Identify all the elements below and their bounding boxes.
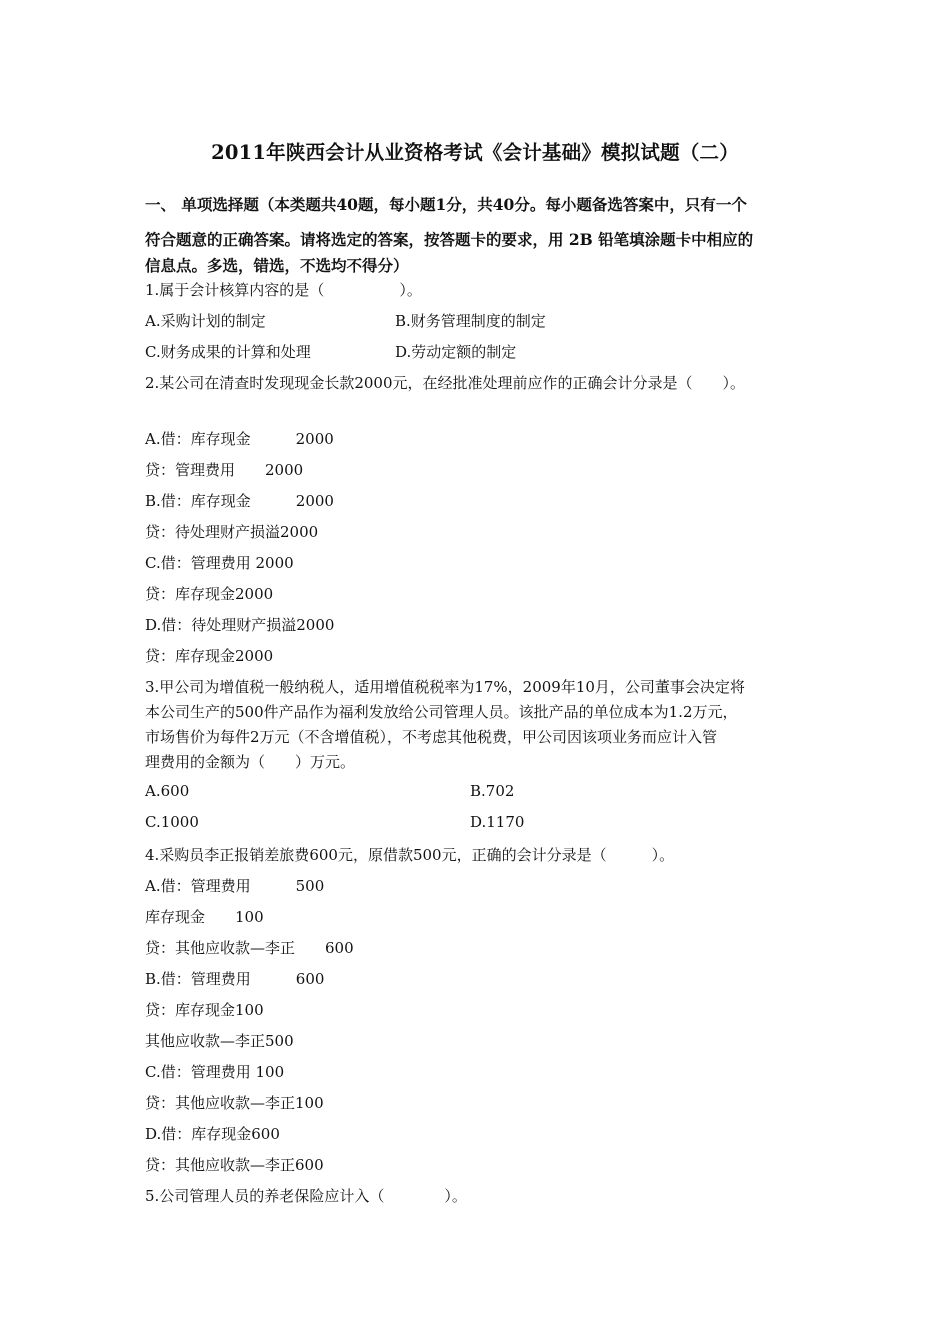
question-4-line: B.借：管理费用 600 bbox=[145, 970, 325, 988]
question-4-line: 贷：其他应收款—李正600 bbox=[145, 1156, 324, 1174]
question-2-stem: 2.某公司在清查时发现现金长款2000元，在经批准处理前应作的正确会计分录是（ ）。 bbox=[145, 374, 745, 392]
question-4-line: 其他应收款—李正500 bbox=[145, 1032, 294, 1050]
question-4-line: 贷：其他应收款—李正100 bbox=[145, 1094, 324, 1112]
question-1-option-d: D.劳动定额的制定 bbox=[395, 343, 517, 361]
question-2-line: 贷：库存现金2000 bbox=[145, 647, 274, 665]
section-heading-line-2: 符合题意的正确答案。请将选定的答案，按答题卡的要求，用 2B 铅笔填涂题卡中相应的 bbox=[145, 230, 754, 249]
question-4-line: D.借：库存现金600 bbox=[145, 1125, 280, 1143]
question-3-option-b: B.702 bbox=[470, 782, 515, 800]
question-4-line: A.借：管理费用 500 bbox=[145, 877, 325, 895]
question-3-option-a: A.600 bbox=[145, 782, 190, 800]
document-title: 2011年陕西会计从业资格考试《会计基础》模拟试题（二） bbox=[211, 141, 739, 164]
question-2-line: 贷：待处理财产损溢2000 bbox=[145, 523, 319, 541]
question-1-option-b: B.财务管理制度的制定 bbox=[395, 312, 546, 330]
question-4-line: 库存现金 100 bbox=[145, 908, 264, 926]
question-5-stem: 5.公司管理人员的养老保险应计入（ ）。 bbox=[145, 1187, 467, 1205]
question-3-stem-line: 理费用的金额为（ ）万元。 bbox=[145, 753, 356, 771]
question-4-line: C.借：管理费用 100 bbox=[145, 1063, 285, 1081]
section-heading-line-3: 信息点。多选，错选，不选均不得分） bbox=[145, 256, 409, 275]
question-3-stem-line: 本公司生产的500件产品作为福利发放给公司管理人员。该批产品的单位成本为1.2万元， bbox=[145, 703, 738, 721]
question-3-option-c: C.1000 bbox=[145, 813, 199, 831]
question-4-line: 贷：其他应收款—李正 600 bbox=[145, 939, 354, 957]
question-4-line: 贷：库存现金100 bbox=[145, 1001, 264, 1019]
question-2-line: B.借：库存现金 2000 bbox=[145, 492, 334, 510]
question-2-line: A.借：库存现金 2000 bbox=[145, 430, 334, 448]
question-1-stem: 1.属于会计核算内容的是（ ）。 bbox=[145, 281, 422, 299]
question-3-stem-line: 3.甲公司为增值税一般纳税人，适用增值税税率为17%，2009年10月，公司董事会决定将 bbox=[145, 678, 745, 696]
question-2-line: D.借：待处理财产损溢2000 bbox=[145, 616, 335, 634]
question-2-line: 贷：管理费用 2000 bbox=[145, 461, 304, 479]
question-1-option-c: C.财务成果的计算和处理 bbox=[145, 343, 311, 361]
section-heading-line-1: 一、 单项选择题（本类题共40题，每小题1分，共40分。每小题备选答案中，只有一个 bbox=[145, 195, 747, 214]
question-3-stem-line: 市场售价为每件2万元（不含增值税），不考虑其他税费，甲公司因该项业务而应计入管 bbox=[145, 728, 718, 746]
question-2-line: 贷：库存现金2000 bbox=[145, 585, 274, 603]
question-1-option-a: A.采购计划的制定 bbox=[145, 312, 266, 330]
question-3-option-d: D.1170 bbox=[470, 813, 525, 831]
question-4-stem: 4.采购员李正报销差旅费600元，原借款500元，正确的会计分录是（ ）。 bbox=[145, 846, 675, 864]
question-2-line: C.借：管理费用 2000 bbox=[145, 554, 294, 572]
